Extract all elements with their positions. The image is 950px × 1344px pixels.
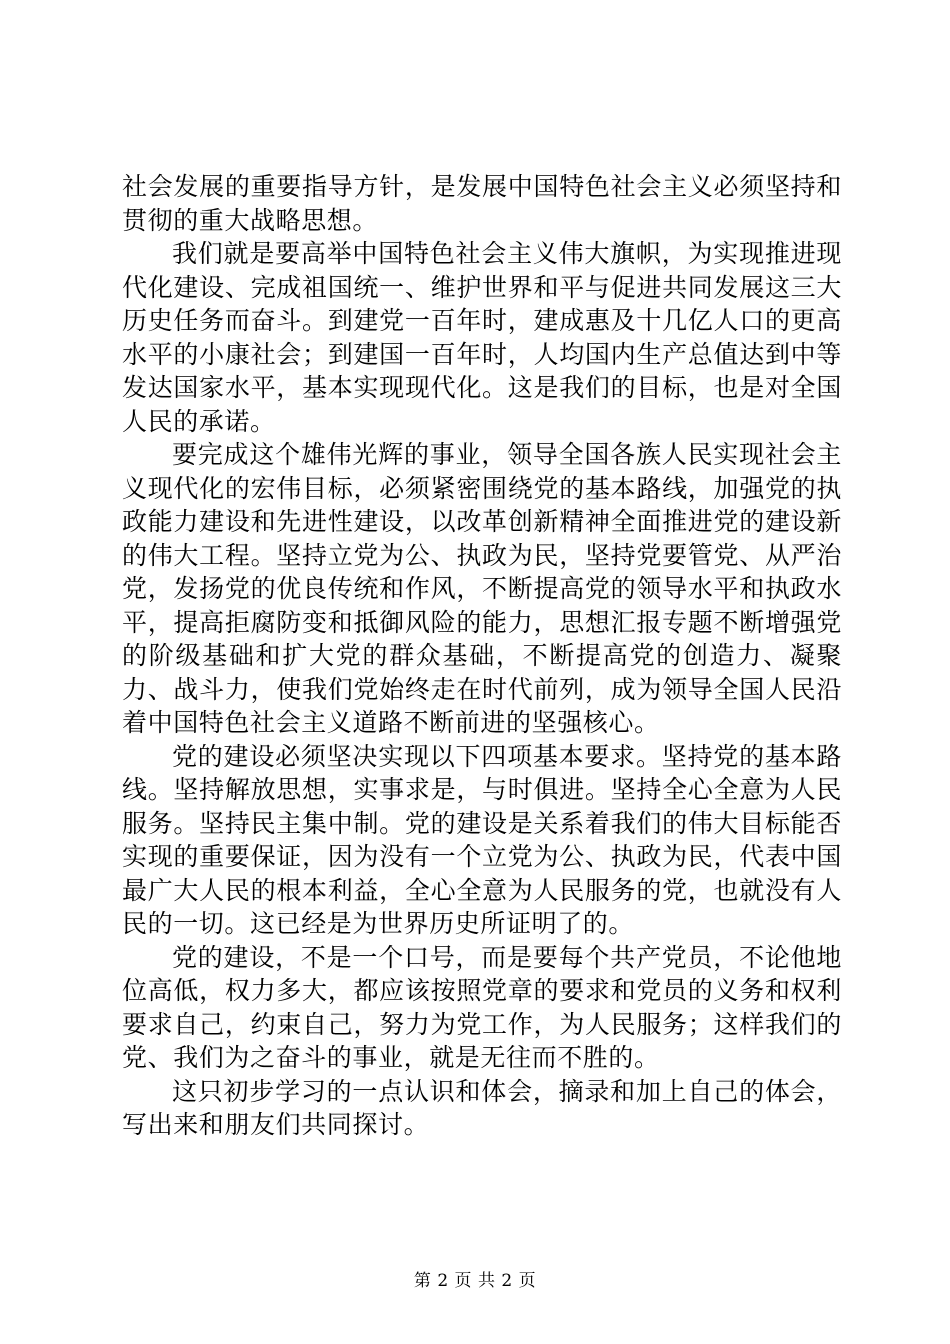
paragraph: 我们就是要高举中国特色社会主义伟大旗帜，为实现推进现代化建设、完成祖国统一、维护世界和平与促进共同发展这三大历史任务而奋斗。到建党一百年时，建成惠及十几亿人口的更高水平的小康社会；到建国一百年时，人均国内生产总值达到中等发达国家水平，基本实现现代化。这是我们的目标，也是对全国人民的承诺。 xyxy=(122,239,842,436)
paragraph: 党的建设必须坚决实现以下四项基本要求。坚持党的基本路线。坚持解放思想，实事求是，与时俱进。坚持全心全意为人民服务。坚持民主集中制。党的建设是关系着我们的伟大目标能否实现的重要保证，因为没有一个立党为公、执政为民，代表中国最广大人民的根本利益，全心全意为人民服务的党，也就没有人民的一切。这已经是为世界历史所证明了的。 xyxy=(122,741,842,938)
page-number-footer: 第 2 页 共 2 页 xyxy=(413,1271,537,1291)
paragraph-continuation: 社会发展的重要指导方针，是发展中国特色社会主义必须坚持和贯彻的重大战略思想。 xyxy=(122,172,842,235)
paragraph: 要完成这个雄伟光辉的事业，领导全国各族人民实现社会主义现代化的宏伟目标，必须紧密围绕党的基本路线，加强党的执政能力建设和先进性建设，以改革创新精神全面推进党的建设新的伟大工程。坚持立党为公、执政为民，坚持党要管党、从严治党，发扬党的优良传统和作风，不断提高党的领导水平和执政水平，提高拒腐防变和抵御风险的能力，思想汇报专题不断增强党的阶级基础和扩大党的群众基础，不断提高党的创造力、凝聚力、战斗力，使我们党始终走在时代前列，成为领导全国人民沿着中国特色社会主义道路不断前进的坚强核心。 xyxy=(122,440,842,737)
paragraph: 这只初步学习的一点认识和体会，摘录和加上自己的体会，写出来和朋友们共同探讨。 xyxy=(122,1076,842,1139)
paragraph: 党的建设，不是一个口号，而是要每个共产党员，不论他地位高低，权力多大，都应该按照党章的要求和党员的义务和权利要求自己，约束自己，努力为党工作，为人民服务；这样我们的党、我们为之奋斗的事业，就是无往而不胜的。 xyxy=(122,942,842,1072)
document-body xyxy=(122,170,842,1142)
